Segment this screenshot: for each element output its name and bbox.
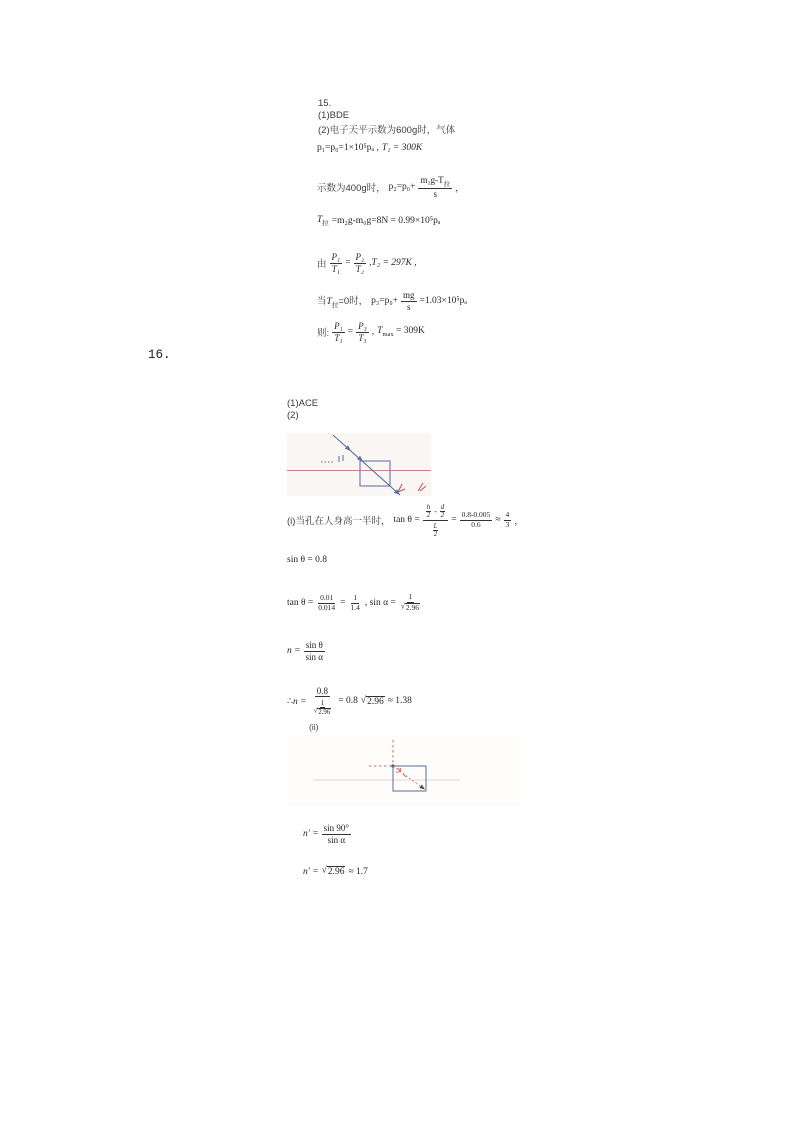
fraction-numerator: P₁	[331, 252, 341, 263]
eq-text: p₃=p₀+	[371, 296, 398, 306]
fraction-denominator	[312, 708, 334, 716]
radicand: 2.96	[318, 709, 331, 717]
ray-diagram-refraction-1	[287, 433, 431, 496]
fraction	[322, 823, 351, 845]
q16-answer-2: (2)	[287, 410, 299, 421]
fraction-numerator	[418, 175, 452, 189]
eq-text: =	[451, 515, 457, 525]
fraction	[330, 252, 343, 274]
fraction-numerator: sin 90°	[323, 823, 349, 834]
fraction-denominator: 2	[440, 512, 445, 520]
fraction-denominator: T₁	[331, 263, 340, 274]
subscript-la: 拉	[331, 301, 339, 309]
q15-eq-state1	[317, 143, 422, 153]
mini-fraction	[439, 504, 446, 519]
eq-text: ≈ 1.38	[387, 696, 412, 706]
fraction-numerator: L	[433, 522, 438, 530]
eq-text: sin θ = 0.8	[287, 555, 327, 565]
fraction-numerator	[423, 502, 448, 520]
square-root	[401, 603, 420, 613]
fraction-numerator: P₁	[334, 321, 343, 332]
subscript-la: 拉	[322, 219, 329, 227]
fraction	[423, 502, 448, 538]
eq-text: =	[345, 258, 351, 268]
fraction-denominator: T₃	[358, 332, 367, 343]
scan-background	[287, 433, 431, 496]
q16-eq-sin-theta	[287, 555, 327, 565]
fraction-numerator: mg	[403, 290, 415, 301]
square-root	[361, 696, 385, 707]
fraction	[304, 640, 325, 662]
fraction-denominator: 0.6	[471, 519, 481, 529]
eq-text-cn: 当	[317, 295, 327, 307]
fraction-denominator: 3	[505, 519, 510, 529]
eq-text: = 0.8	[338, 696, 358, 706]
eq-text-cn: =0时，	[338, 295, 369, 307]
q16-eq-n-result	[287, 683, 412, 719]
fraction	[356, 321, 369, 343]
eq-text: =	[340, 598, 346, 608]
fraction-denominator: T₂	[355, 263, 364, 274]
q15-answer-2-intro: (2)电子天平示数为600g时，气体	[318, 125, 456, 136]
eq-text-cn: 则:	[317, 328, 330, 339]
fraction	[460, 511, 493, 529]
fraction-denominator: s	[433, 188, 438, 199]
fraction	[504, 511, 512, 529]
fraction-denominator	[310, 697, 336, 716]
eq-text: T	[377, 325, 383, 336]
square-root	[322, 866, 346, 877]
eq-text: =1.03×10⁵pₐ	[419, 296, 468, 306]
eq-text: T	[317, 215, 323, 225]
fraction-denominator	[399, 603, 422, 613]
eq-text-cn: 示数为400g时，	[317, 183, 386, 194]
numerator-row	[425, 504, 446, 519]
fraction-numerator: P₃	[358, 321, 367, 332]
eq-text: T₁ = 300K	[381, 143, 423, 153]
eq-text-cn: (i)当孔在人身高一半时，	[287, 516, 391, 527]
eq-text: n′ =	[303, 866, 319, 877]
fraction	[332, 321, 345, 343]
fraction-denominator: sin α	[305, 651, 324, 662]
fraction-numerator: 1	[353, 592, 358, 602]
radical-sign: √	[360, 695, 367, 705]
q15-number: 15.	[318, 98, 332, 109]
fraction-denominator: 2	[426, 512, 431, 520]
q15-eq-ratio	[317, 251, 417, 275]
fraction	[399, 593, 422, 612]
q15-eq-tension	[317, 215, 440, 227]
eq-text-cn: 由	[317, 259, 327, 270]
eq-text: ∴n =	[287, 696, 307, 707]
eq-text: p₂=p₀+	[388, 182, 416, 192]
fraction-numerator: 1	[320, 700, 325, 708]
q16-eq-n-definition	[287, 638, 325, 664]
radicand: 2.96	[367, 696, 384, 707]
radical-sign: √	[321, 865, 327, 876]
fraction	[349, 594, 362, 612]
fraction-numerator: h	[426, 504, 431, 512]
radicand: 2.96	[327, 867, 345, 877]
condition-with-subscript	[317, 293, 368, 309]
eq-text: T	[326, 296, 332, 307]
eq-text: ,	[371, 327, 375, 337]
q16-eq-part-i	[287, 504, 524, 538]
symbol-with-subscript	[377, 326, 425, 338]
ray-diagram-refraction-2	[287, 736, 522, 806]
fraction-denominator: 0.014	[318, 602, 336, 612]
q15-eq-t0	[317, 290, 467, 312]
eq-text: -	[434, 507, 437, 517]
eq-text: ≈ 1.7	[348, 866, 368, 877]
fraction-numerator: 0.01	[320, 592, 334, 602]
scan-background	[287, 736, 522, 806]
fraction	[316, 594, 337, 612]
q15-eq-state2	[317, 176, 465, 198]
fraction	[354, 252, 367, 274]
fraction-denominator: sin α	[327, 834, 346, 845]
mini-fraction	[432, 523, 439, 538]
q16-answer-1: (1)ACE	[287, 398, 319, 409]
radical-sign: √	[313, 707, 318, 715]
eq-text: n′ =	[303, 829, 319, 839]
eq-text: =m₂g-m₀g=8N = 0.99×10⁵pₐ	[331, 216, 441, 227]
eq-text: =	[347, 327, 354, 337]
q16-eq-n-prime-result	[303, 866, 368, 877]
fraction-denominator	[430, 521, 441, 538]
mini-fraction	[312, 700, 334, 716]
fraction-numerator: d	[440, 504, 445, 512]
fraction-denominator: s	[407, 301, 411, 312]
fraction	[401, 290, 417, 312]
radicand: 2.96	[405, 603, 420, 612]
eq-text: n =	[287, 646, 301, 656]
fraction-denominator: T₁	[334, 332, 343, 343]
eq-text: m₁g-T	[420, 174, 444, 185]
fraction-numerator: 1	[408, 592, 413, 602]
fraction-numerator: 0.8	[316, 685, 329, 696]
subscript-la: 拉	[443, 180, 451, 188]
eq-text: p₁=p₀=1×10⁵pₐ ,	[317, 143, 379, 153]
q15-answer-1: (1)BDE	[318, 110, 350, 121]
subscript-max: max	[382, 330, 394, 338]
q16-eq-tan-alpha	[287, 591, 422, 615]
fraction-numerator: P₂	[355, 252, 365, 263]
fraction	[418, 175, 452, 200]
q16-part-ii-label: (ii)	[309, 722, 319, 732]
eq-text: , sin α =	[364, 598, 396, 608]
eq-text: tan θ =	[393, 515, 420, 525]
symbol-with-subscript	[317, 215, 329, 227]
q16-eq-n-prime-definition	[303, 820, 351, 848]
eq-text: = 309K	[393, 325, 425, 336]
fraction-denominator: 1.4	[350, 602, 360, 612]
q15-eq-final	[317, 320, 425, 344]
eq-text-cn: ，	[514, 516, 524, 527]
eq-text: tan θ =	[287, 598, 314, 608]
fraction	[310, 686, 336, 717]
mini-fraction	[425, 504, 432, 519]
radical-sign: √	[400, 601, 405, 611]
eq-text-cn: ，	[455, 183, 465, 194]
q16-number: 16.	[148, 348, 171, 362]
eq-text: ,T₂ = 297K ,	[369, 258, 417, 268]
fraction-numerator: 4	[505, 509, 510, 519]
fraction-denominator: 2	[433, 530, 438, 538]
square-root	[314, 708, 332, 716]
eq-text: ≈	[495, 515, 501, 525]
fraction-numerator: sin θ	[305, 640, 323, 651]
fraction-numerator: 0.8-0.005	[461, 509, 491, 519]
